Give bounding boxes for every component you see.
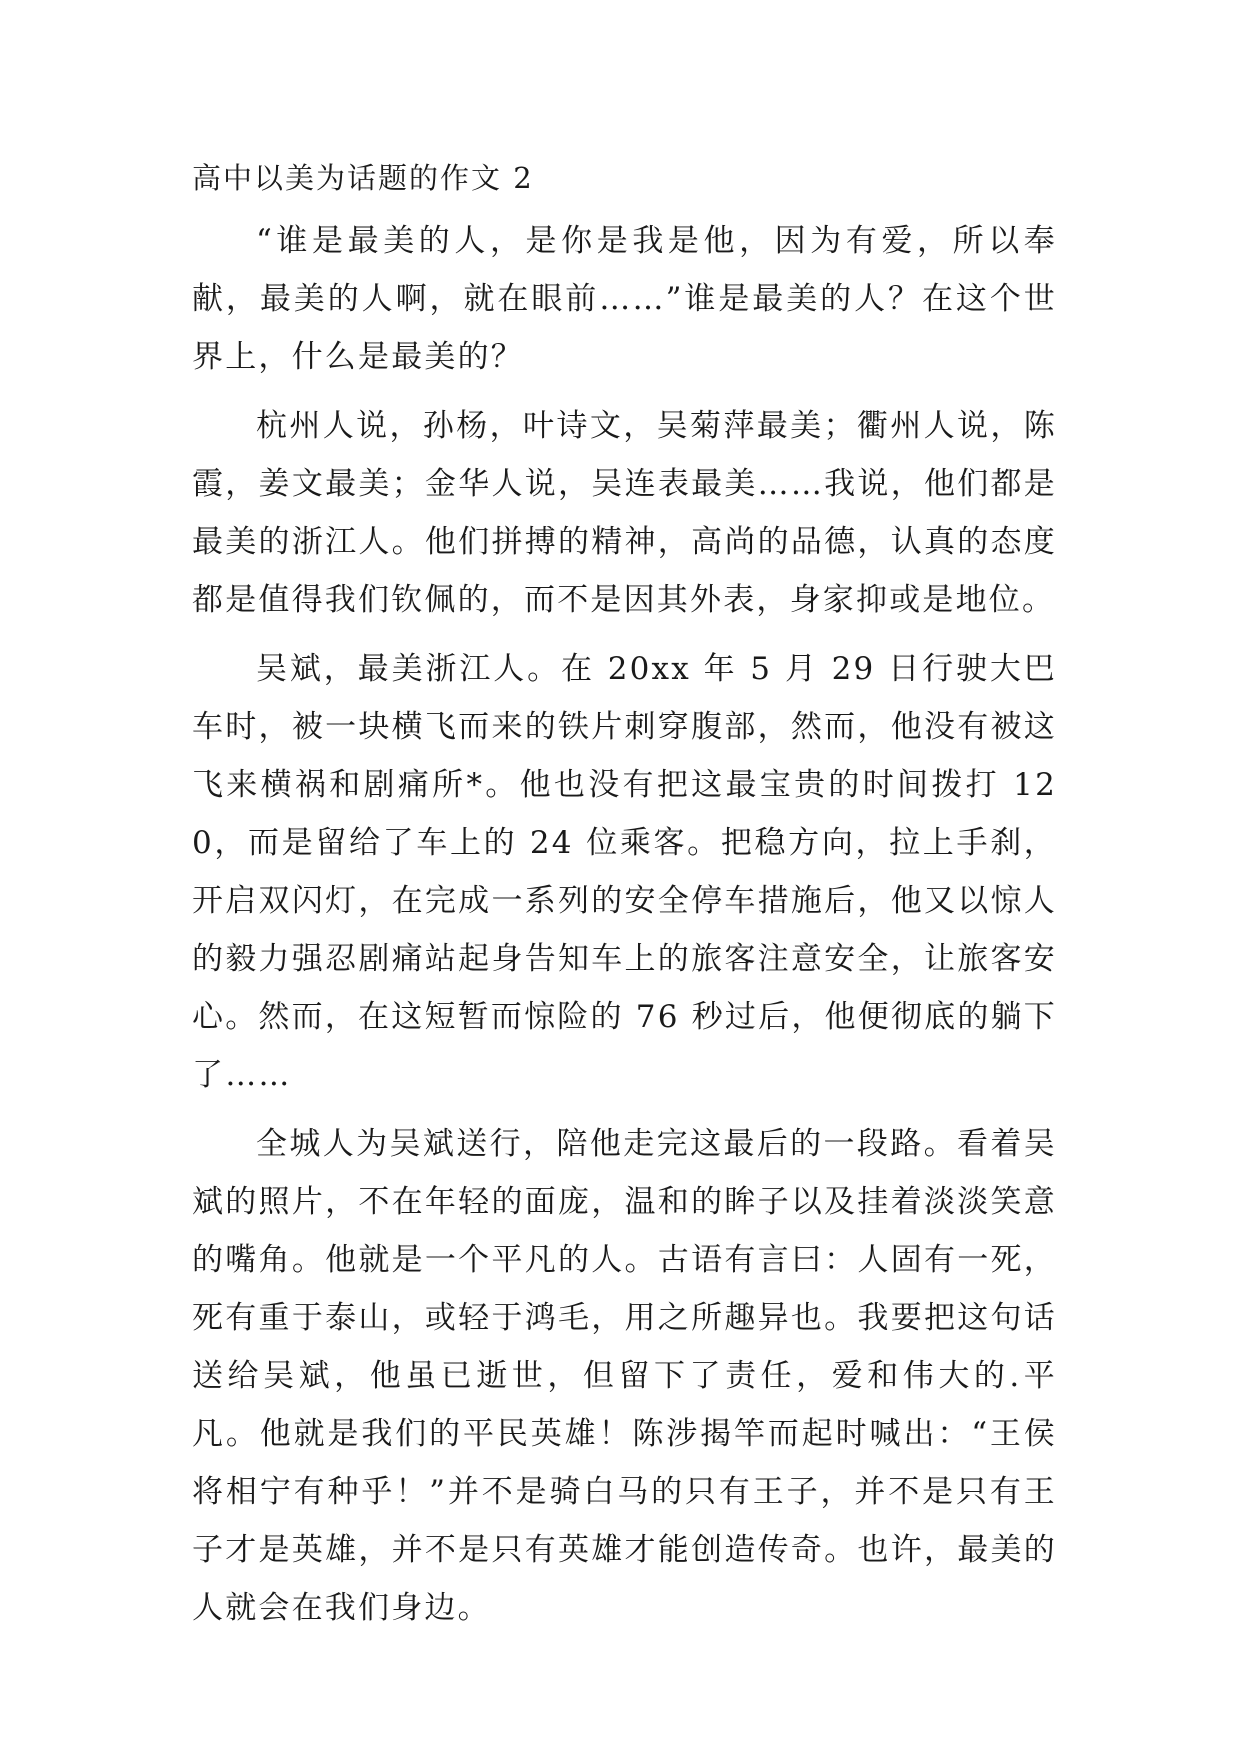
paragraph-4: 全城人为吴斌送行，陪他走完这最后的一段路。看着吴斌的照片，不在年轻的面庞，温和的眸子以及挂着淡淡笑意的嘴角。他就是一个平凡的人。古语有言曰：人固有一死，死有重于泰山，或轻于鸿毛，用之所趣异也。我要把这句话送给吴斌，他虽已逝世，但留下了责任，爱和伟大的.平凡。他就是我们的平民英雄！陈涉揭竿而起时喊出：“王侯将相宁有种乎！”并不是骑白马的只有王子，并不是只有王子才是英雄，并不是只有英雄才能创造传奇。也许，最美的人就会在我们身边。 xyxy=(192,1126,1057,1626)
paragraph-2: 杭州人说，孙杨，叶诗文，吴菊萍最美；衢州人说，陈霞，姜文最美；金华人说，吴连表最美……我说，他们都是最美的浙江人。他们拼搏的精神，高尚的品德，认真的态度都是值得我们钦佩的，而不是因其外表，身家抑或是地位。 xyxy=(192,408,1057,618)
document-body xyxy=(192,158,1057,1648)
paragraph-1: “谁是最美的人，是你是我是他，因为有爱，所以奉献，最美的人啊，就在眼前……”谁是最美的人？在这个世界上，什么是最美的？ xyxy=(192,223,1057,375)
paragraph-3: 吴斌，最美浙江人。在 20xx 年 5 月 29 日行驶大巴车时，被一块横飞而来的铁片刺穿腹部，然而，他没有被这飞来横祸和剧痛所*。他也没有把这最宝贵的时间拨打 120，而是留给了车上的 24 位乘客。把稳方向，拉上手刹，开启双闪灯，在完成一系列的安全停车措施后，他又以惊人的毅力强忍剧痛站起身告知车上的旅客注意安全，让旅客安心。然而，在这短暂而惊险的 76 秒过后，他便彻底的躺下了…… xyxy=(192,651,1057,1093)
document-title: 高中以美为话题的作文 2 xyxy=(192,161,534,195)
